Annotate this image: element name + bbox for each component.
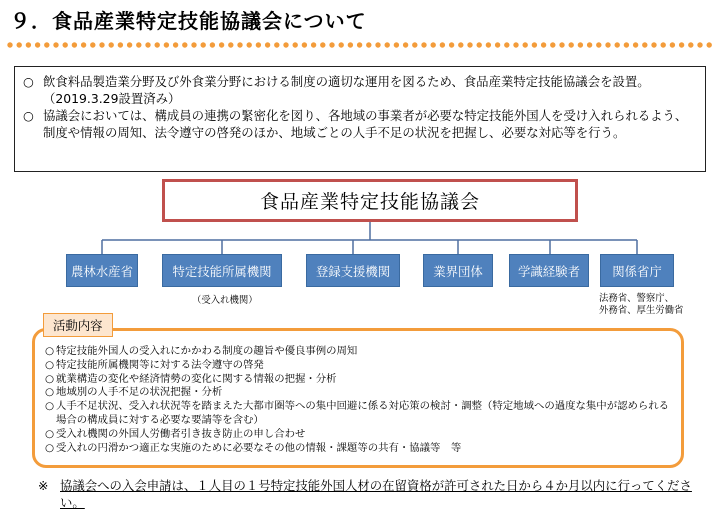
bullet-circle: ○ (23, 108, 34, 123)
list-item (45, 386, 671, 400)
list-item (45, 359, 671, 373)
list-item (45, 400, 671, 428)
bullet-circle: ○ (45, 400, 55, 413)
activity-text: 人手不足状況、受入れ状況等を踏まえた大都市圏等への集中回避に係る対応策の検討・調整（特定地域への過度な集中が認められる場合の構成員に対する必要な要請等を含む） (56, 400, 670, 426)
footnote-text: 協議会への入会申請は、１人目の１号特定技能外国人材の在留資格が許可された日から４か月以内に行ってください。 (60, 478, 692, 510)
member-note: 法務省、警察庁、 外務省、厚生労働省 (599, 293, 684, 316)
list-item (45, 373, 671, 387)
bullet-circle: ○ (23, 74, 34, 89)
member-accepting-org: 特定技能所属機関 (162, 254, 282, 287)
bullet-circle: ○ (45, 441, 55, 454)
activity-text: 地域別の人手不足の状況把握・分析 (56, 386, 223, 399)
intro-text: 協議会においては、構成員の連携の緊密化を図り、各地域の事業者が必要な特定技能外国人を受け入れられるよう、制度や情報の周知、法令遵守の啓発のほか、地域ごとの人手不足の状況を把握し、必要な対応等を行う。 (43, 108, 688, 140)
council-box: 食品産業特定技能協議会 (162, 179, 578, 222)
bullet-circle: ○ (45, 427, 55, 440)
activity-text: 特定技能外国人の受入れにかかわる制度の趣旨や優良事例の周知 (56, 345, 358, 357)
bullet-circle: ○ (45, 386, 55, 399)
activity-text: 特定技能所属機関等に対する法令遵守の啓発 (56, 358, 264, 371)
footnote (38, 477, 704, 511)
member-ministries: 関係省庁 (600, 254, 674, 287)
member-maff: 農林水産省 (66, 254, 138, 287)
member-industry-group: 業界団体 (423, 254, 493, 287)
activities-label: 活動内容 (43, 313, 113, 337)
bullet-circle: ○ (45, 345, 55, 357)
activities-box (32, 328, 684, 468)
list-item (45, 428, 671, 442)
activity-text: 就業構造の変化や経済情勢の変化に関する情報の把握・分析 (56, 372, 337, 385)
bullet-circle: ○ (45, 358, 55, 371)
member-academic: 学識経験者 (509, 254, 589, 287)
member-note: （受入れ機関） (192, 295, 258, 306)
footnote-mark: ※ (38, 478, 49, 493)
activity-text: 受入れ機関の外国人労働者引き抜き防止の申し合わせ (56, 427, 306, 440)
member-support-org: 登録支援機関 (306, 254, 400, 287)
activity-text: 受入れの円滑かつ適正な実施のために必要なその他の情報・課題等の共有・協議等 等 (56, 441, 462, 454)
page-title: ９．食品産業特定技能協議会について (10, 9, 367, 33)
bullet-circle: ○ (45, 372, 55, 385)
list-item (45, 345, 671, 359)
list-item (45, 442, 671, 456)
intro-text: 飲食料品製造業分野及び外食業分野における制度の適切な運用を図るため、食品産業特定技能協議会を設置。（2019.3.29設置済み） (43, 74, 650, 106)
